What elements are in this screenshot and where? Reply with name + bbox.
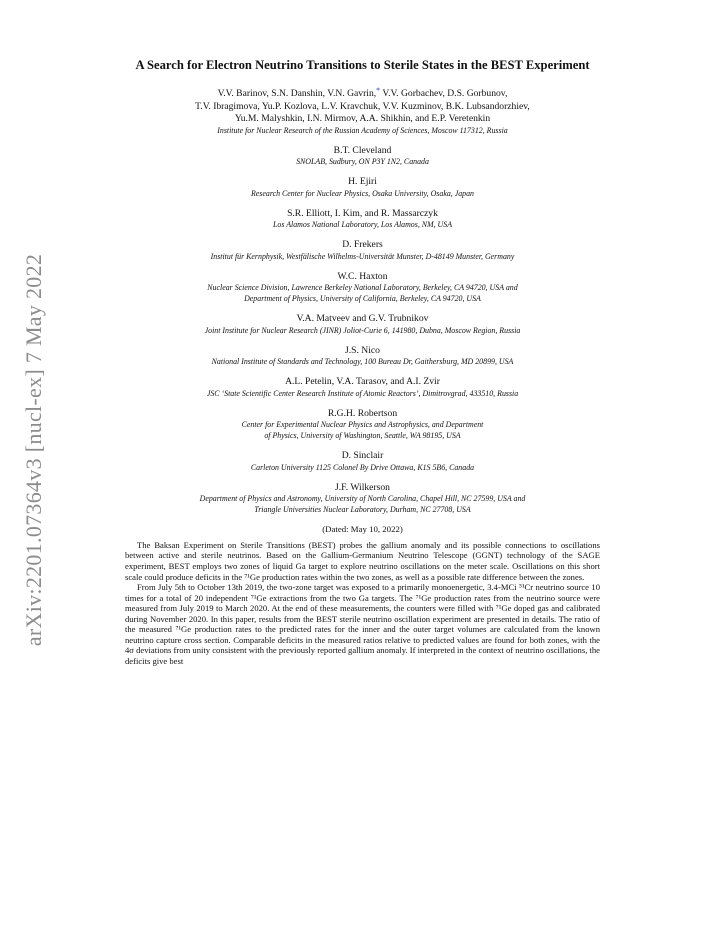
- author-group: [110, 85, 615, 136]
- author-names: D. Frekers: [342, 239, 383, 251]
- affiliation: JSC ‘State Scientific Center Research Institute of Atomic Reactors’, Dimitrovgrad, 433510, Russia: [206, 388, 519, 398]
- paper-title: A Search for Electron Neutrino Transitions to Sterile States in the BEST Experiment: [135, 58, 590, 72]
- affiliation: Triangle Universities Nuclear Laboratory, Durham, NC 27708, USA: [254, 504, 471, 514]
- abstract-paragraph: From July 5th to October 13th 2019, the two-zone target was exposed to a primarily monoenergetic, 3.4-MCi ⁵¹Cr neutrino source 10 times for a total of 20 independent ⁷¹Ge extractions from the two Ga targets. The ⁷¹Ge production rates from the neutrino source were measured from July 2019 to March 2020. At the end of these measurements, the counters were filled with ⁷¹Ge doped gas and calibrated during November 2020. In this paper, results from the BEST sterile neutrino oscillation experiment are presented in details. The ratio of the measured ⁷¹Ge production rates to the predicted rates for the inner and the outer target volumes are calculated from the known neutrino capture cross section. Comparable deficits in the measured ratios relative to predicted values are found for both zones, with the 4σ deviations from unity consistent with the previously reported gallium anomaly. If interpreted in the context of neutrino oscillations, the deficits give best: [125, 582, 600, 666]
- author-names: B.T. Cleveland: [333, 144, 392, 156]
- author-group: [110, 271, 615, 305]
- affiliation: SNOLAB, Sudbury, ON P3Y 1N2, Canada: [296, 157, 429, 167]
- affiliation: Nuclear Science Division, Lawrence Berkeley National Laboratory, Berkeley, CA 94720, USA and: [207, 283, 518, 293]
- date-line: (Dated: May 10, 2022): [322, 523, 403, 534]
- affiliation: Joint Institute for Nuclear Research (JINR) Joliot-Curie 6, 141980, Dubna, Moscow Region, Russia: [204, 325, 521, 335]
- author-group: [110, 208, 615, 231]
- arxiv-sidebar: [4, 240, 64, 660]
- author-group: [110, 482, 615, 516]
- author-names: A.L. Petelin, V.A. Tarasov, and A.I. Zvir: [285, 376, 440, 388]
- affiliation: Research Center for Nuclear Physics, Osaka University, Osaka, Japan: [250, 188, 474, 198]
- corresponding-author-mark: *: [376, 86, 381, 95]
- author-group: [110, 376, 615, 399]
- affiliation: National Institute of Standards and Technology, 100 Bureau Dr, Gaithersburg, MD 20899, USA: [211, 357, 514, 367]
- author-names: S.R. Elliott, I. Kim, and R. Massarczyk: [287, 207, 438, 219]
- author-names: J.F. Wilkerson: [335, 481, 390, 493]
- author-names: R.G.H. Robertson: [327, 407, 398, 419]
- paper-page: [110, 58, 615, 666]
- author-names: H. Ejiri: [348, 176, 377, 188]
- abstract: [125, 540, 600, 667]
- affiliation: Department of Physics and Astronomy, University of North Carolina, Chapel Hill, NC 27599, USA and: [199, 494, 526, 504]
- author-names: J.S. Nico: [345, 344, 380, 356]
- author-group: [110, 345, 615, 368]
- arxiv-identifier: arXiv:2201.07364v3 [nucl-ex] 7 May 2022: [21, 253, 46, 647]
- affiliation: Los Alamos National Laboratory, Los Alamos, NM, USA: [272, 220, 453, 230]
- author-group: [110, 313, 615, 336]
- affiliation: Institute for Nuclear Research of the Russian Academy of Sciences, Moscow 117312, Russia: [217, 125, 508, 135]
- author-names: V.A. Matveev and G.V. Trubnikov: [296, 313, 429, 325]
- affiliation: Center for Experimental Nuclear Physics and Astrophysics, and Department: [241, 420, 484, 430]
- affiliation: of Physics, University of Washington, Seattle, WA 98195, USA: [264, 431, 461, 441]
- affiliation: Institut für Kernphysik, Westfälische Wilhelms-Universität Munster, D-48149 Munster, Germany: [210, 251, 515, 261]
- author-names: W.C. Haxton: [337, 270, 388, 282]
- affiliation: Carleton University 1125 Colonel By Drive Ottawa, K1S 5B6, Canada: [250, 462, 475, 472]
- author-group: [110, 408, 615, 442]
- author-group: [110, 145, 615, 168]
- affiliation: Department of Physics, University of California, Berkeley, CA 94720, USA: [244, 294, 481, 304]
- abstract-paragraph: The Baksan Experiment on Sterile Transitions (BEST) probes the gallium anomaly and its possible connections to oscillations between active and sterile neutrinos. Based on the Gallium-Germanium Neutrino Telescope (GGNT) technology of the SAGE experiment, BEST employs two zones of liquid Ga target to explore neutrino oscillations on the meter scale. Oscillations on this short scale could produce deficits in the ⁷¹Ge production rates within the two zones, as well as a possible rate difference between the zones.: [125, 539, 600, 582]
- author-group: [110, 239, 615, 262]
- author-group: [110, 176, 615, 199]
- author-names: V.V. Barinov, S.N. Danshin, V.N. Gavrin,* V.V. Gorbachev, D.S. Gorbunov, T.V. Ibragimova, Yu.P. Kozlova, L.V. Kravchuk, V.V. Kuzminov, B.K. Lubsandorzhiev, Yu.M. Malyshkin, I.N. Mirmov, A.A. Shikhin, and E.P. Veretenkin: [195, 86, 530, 124]
- author-names: D. Sinclair: [341, 450, 384, 462]
- author-group: [110, 450, 615, 473]
